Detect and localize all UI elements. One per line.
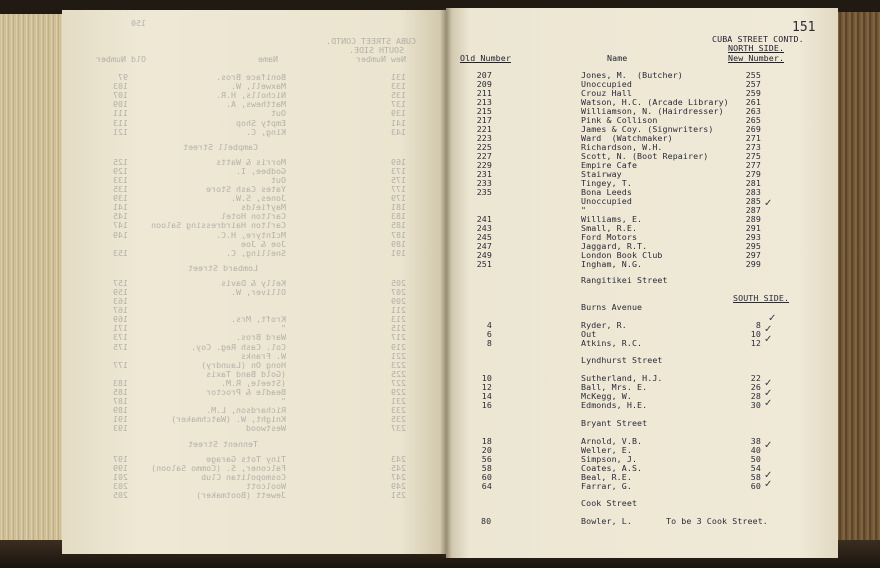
name-cell: Jones, M. (Butcher) bbox=[581, 70, 683, 80]
bleed-old-number: 171 bbox=[113, 323, 128, 334]
bleed-new-number: 237 bbox=[391, 423, 406, 434]
bleed-old-number: 177 bbox=[113, 359, 128, 370]
new-number-cell: 271 bbox=[745, 133, 761, 143]
bleed-new-number: 233 bbox=[391, 405, 406, 416]
bleed-old-number: 135 bbox=[113, 184, 128, 194]
section-lyndhurst-street: Lyndhurst Street bbox=[581, 355, 663, 365]
bleed-new-number: 221 bbox=[391, 350, 406, 361]
bleed-name: Snelling, C. bbox=[226, 247, 286, 258]
name-cell: London Book Club bbox=[581, 250, 663, 260]
bleed-name: " bbox=[281, 323, 286, 334]
bleed-old-number: 157 bbox=[113, 277, 128, 288]
old-number-cell: 247 bbox=[476, 241, 492, 251]
new-number-cell: 255 bbox=[745, 70, 761, 80]
bleed-new-number: 209 bbox=[391, 296, 406, 306]
bleed-new-number: 225 bbox=[391, 368, 406, 379]
new-number-cell: 265 bbox=[745, 115, 761, 125]
pencil-tick-icon: ✓ bbox=[764, 198, 773, 209]
new-number-cell: 275 bbox=[745, 151, 761, 161]
old-number-cell: 211 bbox=[476, 88, 492, 98]
bleed-name: Morris & Watts bbox=[216, 156, 286, 167]
bleed-header-text: 150 bbox=[131, 18, 146, 28]
bleed-new-number: 243 bbox=[391, 453, 406, 464]
name-cell: Weller, E. bbox=[581, 445, 632, 455]
bleed-name: Campbell Street bbox=[183, 141, 258, 152]
name-cell: Pink & Collison bbox=[581, 115, 658, 125]
bleed-old-number: 113 bbox=[113, 117, 128, 128]
name-cell: Richardson, W.H. bbox=[581, 142, 663, 152]
old-number-cell: 213 bbox=[476, 97, 492, 107]
bleed-name: Kroft, Mrs. bbox=[231, 314, 286, 325]
old-number-header: Old Number bbox=[460, 53, 511, 63]
bleed-name: Jewett (Bootmaker) bbox=[196, 489, 286, 500]
bleed-new-number: 183 bbox=[391, 211, 406, 222]
bleed-header-text: Name bbox=[258, 54, 278, 64]
bleed-old-number: 125 bbox=[113, 156, 128, 167]
name-cell: Simpson, J. bbox=[581, 454, 638, 464]
name-cell: Unoccupied bbox=[581, 79, 632, 89]
bleed-name: Carlton Hairdressing Saloon bbox=[151, 220, 286, 231]
name-header: Name bbox=[607, 53, 628, 63]
old-number-cell: 14 bbox=[481, 391, 492, 401]
pencil-tick-icon: ✓ bbox=[764, 334, 773, 345]
new-number-cell: 40 bbox=[750, 445, 761, 455]
new-number-cell: 293 bbox=[745, 232, 761, 242]
bleed-old-number: 187 bbox=[113, 396, 128, 407]
name-cell: Small, R.E. bbox=[581, 223, 638, 233]
bleed-old-number: 199 bbox=[113, 462, 128, 473]
pencil-tick-icon: ✓ bbox=[768, 313, 777, 324]
bleed-name: Beadle & Proctor bbox=[206, 387, 286, 397]
name-cell: Tingey, T. bbox=[581, 178, 632, 188]
bleed-new-number: 217 bbox=[391, 332, 406, 343]
old-number-cell: 209 bbox=[476, 79, 492, 89]
book-edge-left bbox=[0, 14, 62, 554]
bleed-new-number: 179 bbox=[391, 193, 406, 204]
bleed-new-number: 207 bbox=[391, 286, 406, 297]
name-cell: Jaggard, R.T. bbox=[581, 241, 648, 251]
new-number-cell: 30 bbox=[750, 400, 761, 410]
bleed-old-number: 121 bbox=[113, 126, 128, 137]
new-number-cell: 279 bbox=[745, 169, 761, 179]
bleed-name: Mayfields bbox=[241, 202, 286, 213]
bleed-header-text: SOUTH SIDE. bbox=[349, 45, 404, 55]
bleed-old-number: 147 bbox=[113, 220, 128, 231]
pencil-tick-icon: ✓ bbox=[764, 398, 773, 409]
bleed-name: McIntyre, H.C. bbox=[216, 229, 286, 240]
bleed-name: Out bbox=[271, 174, 286, 185]
bleed-name: Hong On (Laundry) bbox=[201, 359, 286, 370]
bleed-old-number: 133 bbox=[113, 174, 128, 185]
bleed-old-number: 159 bbox=[113, 286, 128, 297]
name-cell: Atkins, R.C. bbox=[581, 338, 643, 348]
bleed-new-number: 169 bbox=[391, 156, 406, 167]
bleed-old-number: 183 bbox=[113, 377, 128, 388]
name-cell: Ingham, N.G. bbox=[581, 259, 643, 269]
new-number-cell: 289 bbox=[745, 214, 761, 224]
bleed-new-number: 139 bbox=[391, 108, 406, 119]
bleed-old-number: 145 bbox=[113, 211, 128, 222]
south-side-heading: SOUTH SIDE. bbox=[733, 293, 790, 303]
old-number-cell: 215 bbox=[476, 106, 492, 116]
bleed-old-number: 167 bbox=[113, 305, 128, 316]
new-number-cell: 269 bbox=[745, 124, 761, 134]
new-number-cell: 299 bbox=[745, 259, 761, 269]
name-cell: Ward (Watchmaker) bbox=[581, 133, 673, 143]
street-heading: CUBA STREET CONTD. bbox=[712, 34, 804, 44]
bleed-name: King, C. bbox=[246, 126, 286, 137]
old-number-cell: 8 bbox=[486, 338, 492, 348]
cook-name: Bowler, L. bbox=[581, 516, 632, 526]
bleed-name: Falconer, S. (Commo Saloon) bbox=[151, 462, 286, 473]
bleed-name: Richardson, L.M. bbox=[206, 405, 286, 416]
bleed-new-number: 251 bbox=[391, 489, 406, 500]
new-number-cell: 287 bbox=[745, 205, 761, 215]
cook-note: To be 3 Cook Street. bbox=[666, 516, 768, 526]
bleed-new-number: 223 bbox=[391, 359, 406, 370]
cook-old-number: 80 bbox=[481, 516, 492, 526]
bleed-new-number: 211 bbox=[391, 305, 406, 316]
bleed-new-number: 181 bbox=[391, 202, 406, 213]
bleed-old-number: 185 bbox=[113, 387, 128, 397]
new-number-cell: 297 bbox=[745, 250, 761, 260]
bleed-new-number: 213 bbox=[391, 314, 406, 325]
new-number-cell: 281 bbox=[745, 178, 761, 188]
name-cell: Edmonds, H.E. bbox=[581, 400, 648, 410]
new-number-cell: 291 bbox=[745, 223, 761, 233]
new-number-cell: 273 bbox=[745, 142, 761, 152]
new-number-cell: 50 bbox=[750, 454, 761, 464]
section-burns-avenue: Burns Avenue bbox=[581, 302, 643, 312]
bleed-new-number: 135 bbox=[391, 90, 406, 101]
new-number-cell: 60 bbox=[750, 481, 761, 491]
pencil-tick-icon: ✓ bbox=[764, 324, 773, 335]
left-page-bleed-through bbox=[62, 10, 446, 554]
pencil-tick-icon: ✓ bbox=[764, 470, 773, 481]
old-number-cell: 225 bbox=[476, 142, 492, 152]
name-cell: Arnold, V.B. bbox=[581, 436, 643, 446]
new-number-cell: 259 bbox=[745, 88, 761, 98]
old-number-cell: 227 bbox=[476, 151, 492, 161]
bleed-name: Kelly & Davis bbox=[221, 277, 286, 288]
new-number-cell: 263 bbox=[745, 106, 761, 116]
bleed-name: Maxwell, W. bbox=[231, 81, 286, 92]
old-number-cell: 233 bbox=[476, 178, 492, 188]
bleed-name: Tennent Street bbox=[188, 438, 258, 449]
section-rangitikei-street: Rangitikei Street bbox=[581, 275, 668, 285]
name-cell: Williams, E. bbox=[581, 214, 643, 224]
name-cell: Bona Leeds bbox=[581, 187, 632, 197]
old-number-cell: 235 bbox=[476, 187, 492, 197]
new-number-cell: 54 bbox=[750, 463, 761, 473]
old-number-cell: 241 bbox=[476, 214, 492, 224]
bleed-old-number: 197 bbox=[113, 453, 128, 464]
section-cook-street: Cook Street bbox=[581, 498, 638, 508]
bleed-name: " bbox=[281, 396, 286, 407]
bleed-old-number: 141 bbox=[113, 202, 128, 213]
old-number-cell: 20 bbox=[481, 445, 492, 455]
bleed-new-number: 247 bbox=[391, 471, 406, 482]
name-cell: Crouz Hall bbox=[581, 88, 632, 98]
bleed-new-number: 137 bbox=[391, 99, 406, 110]
bleed-name: Joe & Joe bbox=[241, 238, 286, 249]
bleed-new-number: 173 bbox=[391, 165, 406, 176]
bleed-name: Out bbox=[271, 108, 286, 119]
bleed-old-number: 97 bbox=[118, 72, 128, 82]
old-number-cell: 217 bbox=[476, 115, 492, 125]
bleed-old-number: 191 bbox=[113, 414, 128, 425]
old-number-cell: 223 bbox=[476, 133, 492, 143]
bleed-old-number: 103 bbox=[113, 81, 128, 92]
old-number-cell: 243 bbox=[476, 223, 492, 233]
new-number-cell: 295 bbox=[745, 241, 761, 251]
bleed-old-number: 173 bbox=[113, 332, 128, 343]
bleed-new-number: 235 bbox=[391, 414, 406, 425]
new-number-header: New Number. bbox=[728, 53, 785, 63]
name-cell: McKegg, W. bbox=[581, 391, 632, 401]
bleed-new-number: 187 bbox=[391, 229, 406, 240]
bleed-name: Cosmopolitan Club bbox=[201, 471, 286, 482]
bleed-name: Matthews, A. bbox=[226, 99, 286, 110]
bleed-new-number: 191 bbox=[391, 247, 406, 258]
new-number-cell: 8 bbox=[755, 320, 761, 330]
bleed-old-number: 175 bbox=[113, 341, 128, 352]
bleed-old-number: 149 bbox=[113, 229, 128, 240]
page-number: 151 bbox=[792, 20, 816, 35]
old-number-cell: 4 bbox=[486, 320, 492, 330]
bleed-new-number: 205 bbox=[391, 277, 406, 288]
old-number-cell: 60 bbox=[481, 472, 492, 482]
pencil-tick-icon: ✓ bbox=[764, 440, 773, 451]
old-number-cell: 58 bbox=[481, 463, 492, 473]
bleed-new-number: 189 bbox=[391, 238, 406, 249]
old-number-cell: 56 bbox=[481, 454, 492, 464]
bleed-header-text: Old Number bbox=[96, 54, 146, 64]
new-number-cell: 28 bbox=[750, 391, 761, 401]
old-number-cell: 229 bbox=[476, 160, 492, 170]
new-number-cell: 26 bbox=[750, 382, 761, 392]
north-side-heading: NORTH SIDE. bbox=[728, 43, 785, 53]
bleed-name: W. Franks bbox=[241, 350, 286, 361]
bleed-old-number: 201 bbox=[113, 471, 128, 482]
new-number-cell: 261 bbox=[745, 97, 761, 107]
name-cell: Sutherland, H.J. bbox=[581, 373, 663, 383]
bleed-old-number: 163 bbox=[113, 296, 128, 306]
new-number-cell: 277 bbox=[745, 160, 761, 170]
bleed-new-number: 249 bbox=[391, 480, 406, 491]
bleed-name: Nicholls, H.R. bbox=[216, 90, 286, 101]
bleed-name: Boniface Bros. bbox=[216, 72, 286, 82]
name-cell: James & Coy. (Signwriters) bbox=[581, 124, 714, 134]
bleed-name: Carlton Hotel bbox=[221, 211, 286, 222]
new-number-cell: 10 bbox=[750, 329, 761, 339]
name-cell: " bbox=[581, 205, 587, 215]
bleed-new-number: 231 bbox=[391, 396, 406, 407]
old-number-cell: 6 bbox=[486, 329, 492, 339]
bleed-new-number: 219 bbox=[391, 341, 406, 352]
section-bryant-street: Bryant Street bbox=[581, 418, 648, 428]
old-number-cell: 18 bbox=[481, 436, 492, 446]
name-cell: Scott, N. (Boot Repairer) bbox=[581, 151, 709, 161]
bleed-name: Tiny Tots Garage bbox=[206, 453, 286, 464]
name-cell: Ford Motors bbox=[581, 232, 638, 242]
name-cell: Unoccupied bbox=[581, 196, 632, 206]
old-number-cell: 249 bbox=[476, 250, 492, 260]
bleed-name: Knight, W. (Watchmaker) bbox=[171, 414, 286, 425]
bleed-new-number: 177 bbox=[391, 184, 406, 194]
pencil-tick-icon: ✓ bbox=[764, 479, 773, 490]
bleed-new-number: 175 bbox=[391, 174, 406, 185]
bleed-new-number: 245 bbox=[391, 462, 406, 473]
name-cell: Out bbox=[581, 329, 597, 339]
bleed-old-number: 129 bbox=[113, 165, 128, 176]
book-edge-right bbox=[836, 12, 880, 560]
bleed-new-number: 133 bbox=[391, 81, 406, 92]
name-cell: Williamson, N. (Hairdresser) bbox=[581, 106, 724, 116]
bleed-name: Yates Cash Store bbox=[206, 184, 286, 194]
name-cell: Farrar, G. bbox=[581, 481, 632, 491]
bleed-name: Lombard Street bbox=[188, 262, 258, 273]
new-number-cell: 38 bbox=[750, 436, 761, 446]
old-number-cell: 207 bbox=[476, 70, 492, 80]
bleed-name: Ward Bros. bbox=[236, 332, 286, 343]
name-cell: Beal, R.E. bbox=[581, 472, 632, 482]
bleed-old-number: 111 bbox=[113, 108, 128, 119]
bleed-header-text: New Number bbox=[356, 54, 406, 64]
bleed-old-number: 107 bbox=[113, 90, 128, 101]
bleed-new-number: 227 bbox=[391, 377, 406, 388]
bleed-name: Westwood bbox=[246, 423, 286, 434]
old-number-cell: 12 bbox=[481, 382, 492, 392]
name-cell: Ryder, R. bbox=[581, 320, 627, 330]
new-number-cell: 285 bbox=[745, 196, 761, 206]
bleed-old-number: 193 bbox=[113, 423, 128, 434]
old-number-cell: 251 bbox=[476, 259, 492, 269]
name-cell: Empire Cafe bbox=[581, 160, 638, 170]
bleed-old-number: 139 bbox=[113, 193, 128, 204]
old-number-cell: 231 bbox=[476, 169, 492, 179]
bleed-new-number: 185 bbox=[391, 220, 406, 231]
bleed-new-number: 215 bbox=[391, 323, 406, 334]
pencil-tick-icon: ✓ bbox=[764, 378, 773, 389]
bleed-new-number: 141 bbox=[391, 117, 406, 128]
name-cell: Watson, H.C. (Arcade Library) bbox=[581, 97, 729, 107]
bleed-old-number: 203 bbox=[113, 480, 128, 491]
bleed-name: Godbee, I. bbox=[236, 165, 286, 176]
new-number-cell: 12 bbox=[750, 338, 761, 348]
bleed-name: Woolcott bbox=[246, 480, 286, 491]
name-cell: Stairway bbox=[581, 169, 622, 179]
bleed-old-number: 109 bbox=[113, 99, 128, 110]
bleed-name: (Steele, R.M. bbox=[221, 377, 286, 388]
bleed-name: (Gold Band Taxis bbox=[206, 368, 286, 379]
pencil-tick-icon: ✓ bbox=[764, 388, 773, 399]
bleed-name: Col. Cash Reg. Coy. bbox=[191, 341, 286, 352]
bleed-new-number: 229 bbox=[391, 387, 406, 397]
bleed-new-number: 143 bbox=[391, 126, 406, 137]
bleed-old-number: 189 bbox=[113, 405, 128, 416]
name-cell: Coates, A.S. bbox=[581, 463, 643, 473]
bleed-old-number: 153 bbox=[113, 247, 128, 258]
old-number-cell: 10 bbox=[481, 373, 492, 383]
bleed-old-number: 205 bbox=[113, 489, 128, 500]
new-number-cell: 257 bbox=[745, 79, 761, 89]
bleed-name: Empty Shop bbox=[236, 117, 286, 128]
old-number-cell: 64 bbox=[481, 481, 492, 491]
name-cell: Ball, Mrs. E. bbox=[581, 382, 648, 392]
new-number-cell: 58 bbox=[750, 472, 761, 482]
bleed-old-number: 169 bbox=[113, 314, 128, 325]
new-number-cell: 22 bbox=[750, 373, 761, 383]
old-number-cell: 221 bbox=[476, 124, 492, 134]
bleed-header-text: CUBA STREET CONTD. bbox=[326, 36, 416, 46]
old-number-cell: 16 bbox=[481, 400, 492, 410]
bleed-name: Olliver, W. bbox=[231, 286, 286, 297]
bleed-name: Jones, S.W. bbox=[231, 193, 286, 204]
old-number-cell: 245 bbox=[476, 232, 492, 242]
new-number-cell: 283 bbox=[745, 187, 761, 197]
bleed-new-number: 131 bbox=[391, 72, 406, 82]
